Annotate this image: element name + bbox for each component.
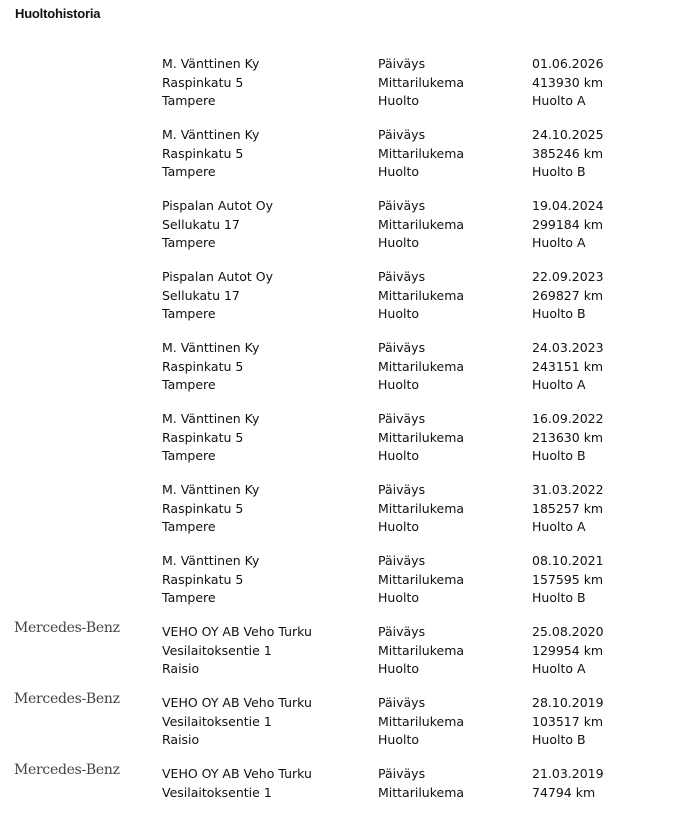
service-label: Huolto	[378, 732, 419, 747]
workshop-city: Tampere	[162, 448, 216, 463]
odometer-reading: 213630 km	[532, 429, 604, 445]
workshop-info	[162, 481, 259, 537]
field-values	[532, 623, 604, 679]
service-date: 28.10.2019	[532, 695, 604, 710]
odometer-label: Mittarilukema	[378, 216, 465, 232]
field-labels	[378, 126, 464, 182]
workshop-name: VEHO OY AB Veho Turku	[162, 624, 312, 639]
workshop-city: Tampere	[162, 519, 216, 534]
workshop-info	[162, 765, 312, 802]
service-label: Huolto	[378, 519, 419, 534]
date-label: Päiväys	[378, 411, 426, 426]
field-labels	[378, 339, 464, 395]
workshop-name: M. Vänttinen Ky	[162, 411, 260, 426]
service-type: Huolto A	[532, 661, 586, 676]
date-label: Päiväys	[378, 340, 426, 355]
odometer-reading: 413930 km	[532, 74, 604, 90]
field-labels	[378, 197, 464, 253]
workshop-city: Tampere	[162, 93, 216, 108]
field-values	[532, 694, 604, 750]
field-labels	[378, 623, 464, 679]
workshop-name: VEHO OY AB Veho Turku	[162, 695, 312, 710]
service-type: Huolto B	[532, 448, 586, 463]
service-type: Huolto A	[532, 235, 586, 250]
workshop-street: Raspinkatu 5	[162, 500, 244, 516]
service-type: Huolto B	[532, 164, 586, 179]
service-record	[0, 197, 682, 268]
service-label: Huolto	[378, 448, 419, 463]
date-label: Päiväys	[378, 269, 426, 284]
date-label: Päiväys	[378, 695, 426, 710]
workshop-street: Vesilaitoksentie 1	[162, 784, 272, 800]
field-labels	[378, 481, 464, 537]
date-label: Päiväys	[378, 127, 426, 142]
odometer-label: Mittarilukema	[378, 145, 465, 161]
date-label: Päiväys	[378, 482, 426, 497]
date-label: Päiväys	[378, 766, 426, 781]
workshop-street: Vesilaitoksentie 1	[162, 713, 272, 729]
field-values	[532, 410, 604, 466]
odometer-label: Mittarilukema	[378, 287, 465, 303]
service-type: Huolto B	[532, 590, 586, 605]
date-label: Päiväys	[378, 56, 426, 71]
service-date: 24.10.2025	[532, 127, 604, 142]
service-type: Huolto A	[532, 519, 586, 534]
odometer-reading: 385246 km	[532, 145, 604, 161]
workshop-street: Raspinkatu 5	[162, 358, 244, 374]
service-label: Huolto	[378, 306, 419, 321]
odometer-label: Mittarilukema	[378, 713, 465, 729]
service-record	[0, 620, 682, 694]
service-record	[0, 410, 682, 481]
workshop-city: Raisio	[162, 661, 200, 676]
service-history-list	[0, 55, 682, 836]
service-date: 16.09.2022	[532, 411, 604, 426]
workshop-city: Tampere	[162, 164, 216, 179]
odometer-label: Mittarilukema	[378, 74, 465, 90]
service-record	[0, 552, 682, 623]
field-values	[532, 552, 604, 608]
field-labels	[378, 694, 464, 750]
odometer-label: Mittarilukema	[378, 784, 465, 800]
service-record	[0, 268, 682, 339]
service-record	[0, 126, 682, 197]
service-type: Huolto B	[532, 732, 586, 747]
workshop-name: Pispalan Autot Oy	[162, 198, 274, 213]
workshop-street: Sellukatu 17	[162, 287, 240, 303]
workshop-name: VEHO OY AB Veho Turku	[162, 766, 312, 781]
odometer-reading: 129954 km	[532, 642, 604, 658]
service-type: Huolto B	[532, 306, 586, 321]
workshop-name: M. Vänttinen Ky	[162, 127, 260, 142]
odometer-reading: 299184 km	[532, 216, 604, 232]
service-date: 01.06.2026	[532, 56, 604, 71]
odometer-label: Mittarilukema	[378, 571, 465, 587]
service-record	[0, 339, 682, 410]
odometer-label: Mittarilukema	[378, 642, 465, 658]
workshop-city: Tampere	[162, 306, 216, 321]
service-date: 21.03.2019	[532, 766, 604, 781]
workshop-name: M. Vänttinen Ky	[162, 553, 260, 568]
odometer-reading: 74794 km	[532, 784, 596, 800]
workshop-info	[162, 623, 312, 679]
field-labels	[378, 765, 464, 802]
odometer-reading: 243151 km	[532, 358, 604, 374]
workshop-info	[162, 339, 259, 395]
workshop-info	[162, 410, 259, 466]
field-values	[532, 197, 604, 253]
workshop-name: M. Vänttinen Ky	[162, 482, 260, 497]
service-date: 22.09.2023	[532, 269, 604, 284]
workshop-street: Raspinkatu 5	[162, 145, 244, 161]
field-values	[532, 481, 604, 537]
workshop-city: Raisio	[162, 732, 200, 747]
service-label: Huolto	[378, 661, 419, 676]
workshop-info	[162, 126, 259, 182]
workshop-name: M. Vänttinen Ky	[162, 56, 260, 71]
brand-logo: Mercedes-Benz	[14, 762, 120, 778]
workshop-street: Raspinkatu 5	[162, 429, 244, 445]
field-labels	[378, 410, 464, 466]
field-labels	[378, 55, 464, 111]
date-label: Päiväys	[378, 624, 426, 639]
service-record	[0, 481, 682, 552]
field-labels	[378, 552, 464, 608]
service-date: 19.04.2024	[532, 198, 604, 213]
odometer-label: Mittarilukema	[378, 500, 465, 516]
service-type: Huolto A	[532, 377, 586, 392]
field-values	[532, 268, 604, 324]
date-label: Päiväys	[378, 198, 426, 213]
odometer-reading: 157595 km	[532, 571, 604, 587]
service-date: 08.10.2021	[532, 553, 604, 568]
field-values	[532, 765, 604, 802]
service-date: 25.08.2020	[532, 624, 604, 639]
odometer-label: Mittarilukema	[378, 358, 465, 374]
page-title: Huoltohistoria	[15, 6, 101, 21]
workshop-info	[162, 197, 273, 253]
workshop-name: Pispalan Autot Oy	[162, 269, 274, 284]
odometer-label: Mittarilukema	[378, 429, 465, 445]
service-date: 24.03.2023	[532, 340, 604, 355]
field-values	[532, 126, 604, 182]
service-date: 31.03.2022	[532, 482, 604, 497]
workshop-info	[162, 268, 273, 324]
service-type: Huolto A	[532, 93, 586, 108]
workshop-street: Vesilaitoksentie 1	[162, 642, 272, 658]
workshop-info	[162, 552, 259, 608]
odometer-reading: 103517 km	[532, 713, 604, 729]
service-record	[0, 691, 682, 765]
field-values	[532, 55, 604, 111]
service-label: Huolto	[378, 164, 419, 179]
workshop-city: Tampere	[162, 235, 216, 250]
service-record	[0, 55, 682, 126]
workshop-info	[162, 55, 259, 111]
date-label: Päiväys	[378, 553, 426, 568]
odometer-reading: 269827 km	[532, 287, 604, 303]
brand-logo: Mercedes-Benz	[14, 620, 120, 636]
service-label: Huolto	[378, 590, 419, 605]
service-label: Huolto	[378, 93, 419, 108]
workshop-info	[162, 694, 312, 750]
service-label: Huolto	[378, 235, 419, 250]
field-values	[532, 339, 604, 395]
workshop-city: Tampere	[162, 590, 216, 605]
workshop-city: Tampere	[162, 377, 216, 392]
workshop-street: Raspinkatu 5	[162, 74, 244, 90]
brand-logo: Mercedes-Benz	[14, 691, 120, 707]
workshop-street: Sellukatu 17	[162, 216, 240, 232]
service-record	[0, 762, 682, 836]
field-labels	[378, 268, 464, 324]
service-label: Huolto	[378, 377, 419, 392]
workshop-name: M. Vänttinen Ky	[162, 340, 260, 355]
odometer-reading: 185257 km	[532, 500, 604, 516]
workshop-street: Raspinkatu 5	[162, 571, 244, 587]
